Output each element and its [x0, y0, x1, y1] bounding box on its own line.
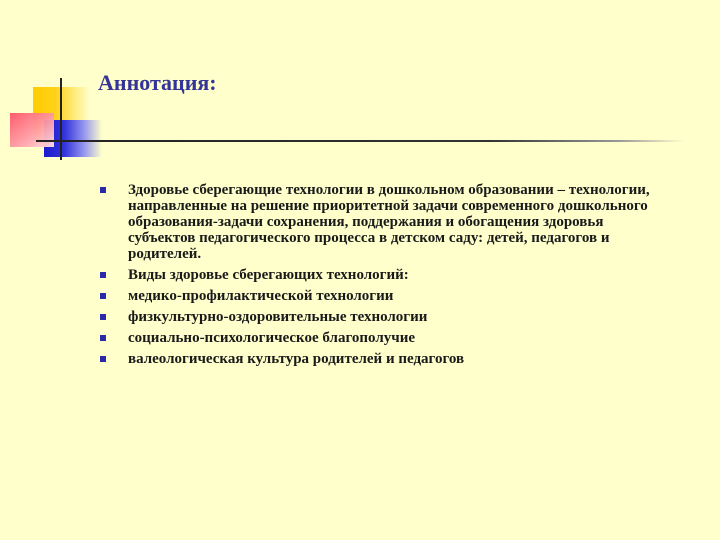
title-underline: [36, 140, 684, 142]
bullet-list: [100, 182, 670, 372]
list-item-text: социально-психологическое благополучие: [128, 330, 416, 346]
list-item-text: Виды здоровье сберегающих технологий:: [128, 267, 409, 283]
list-item: [100, 309, 670, 325]
list-item-text: валеологическая культура родителей и педагогов: [128, 351, 465, 367]
slide-title: Аннотация:: [98, 70, 217, 95]
square-bullet-icon: [100, 293, 106, 299]
list-item: [100, 351, 670, 367]
square-bullet-icon: [100, 356, 106, 362]
list-item: [100, 288, 670, 304]
list-item: [100, 182, 670, 262]
list-item-text: медико-профилактической технологии: [128, 288, 394, 304]
list-item: [100, 330, 670, 346]
vertical-rule: [60, 78, 62, 160]
list-item-text: Здоровье сберегающие технологии в дошкольном образовании – технологии, направленные на решение приоритетной задачи современного дошкольного образования-задачи сохранения, поддержания и обогащения здоровья субъектов педагогического процесса в детском саду: детей, педагогов и родителей.: [128, 182, 650, 262]
square-bullet-icon: [100, 335, 106, 341]
list-item: [100, 267, 670, 283]
decorative-squares-logo: [0, 0, 110, 170]
square-bullet-icon: [100, 272, 106, 278]
square-bullet-icon: [100, 187, 106, 193]
square-bullet-icon: [100, 314, 106, 320]
list-item-text: физкультурно-оздоровительные технологии: [128, 309, 428, 325]
